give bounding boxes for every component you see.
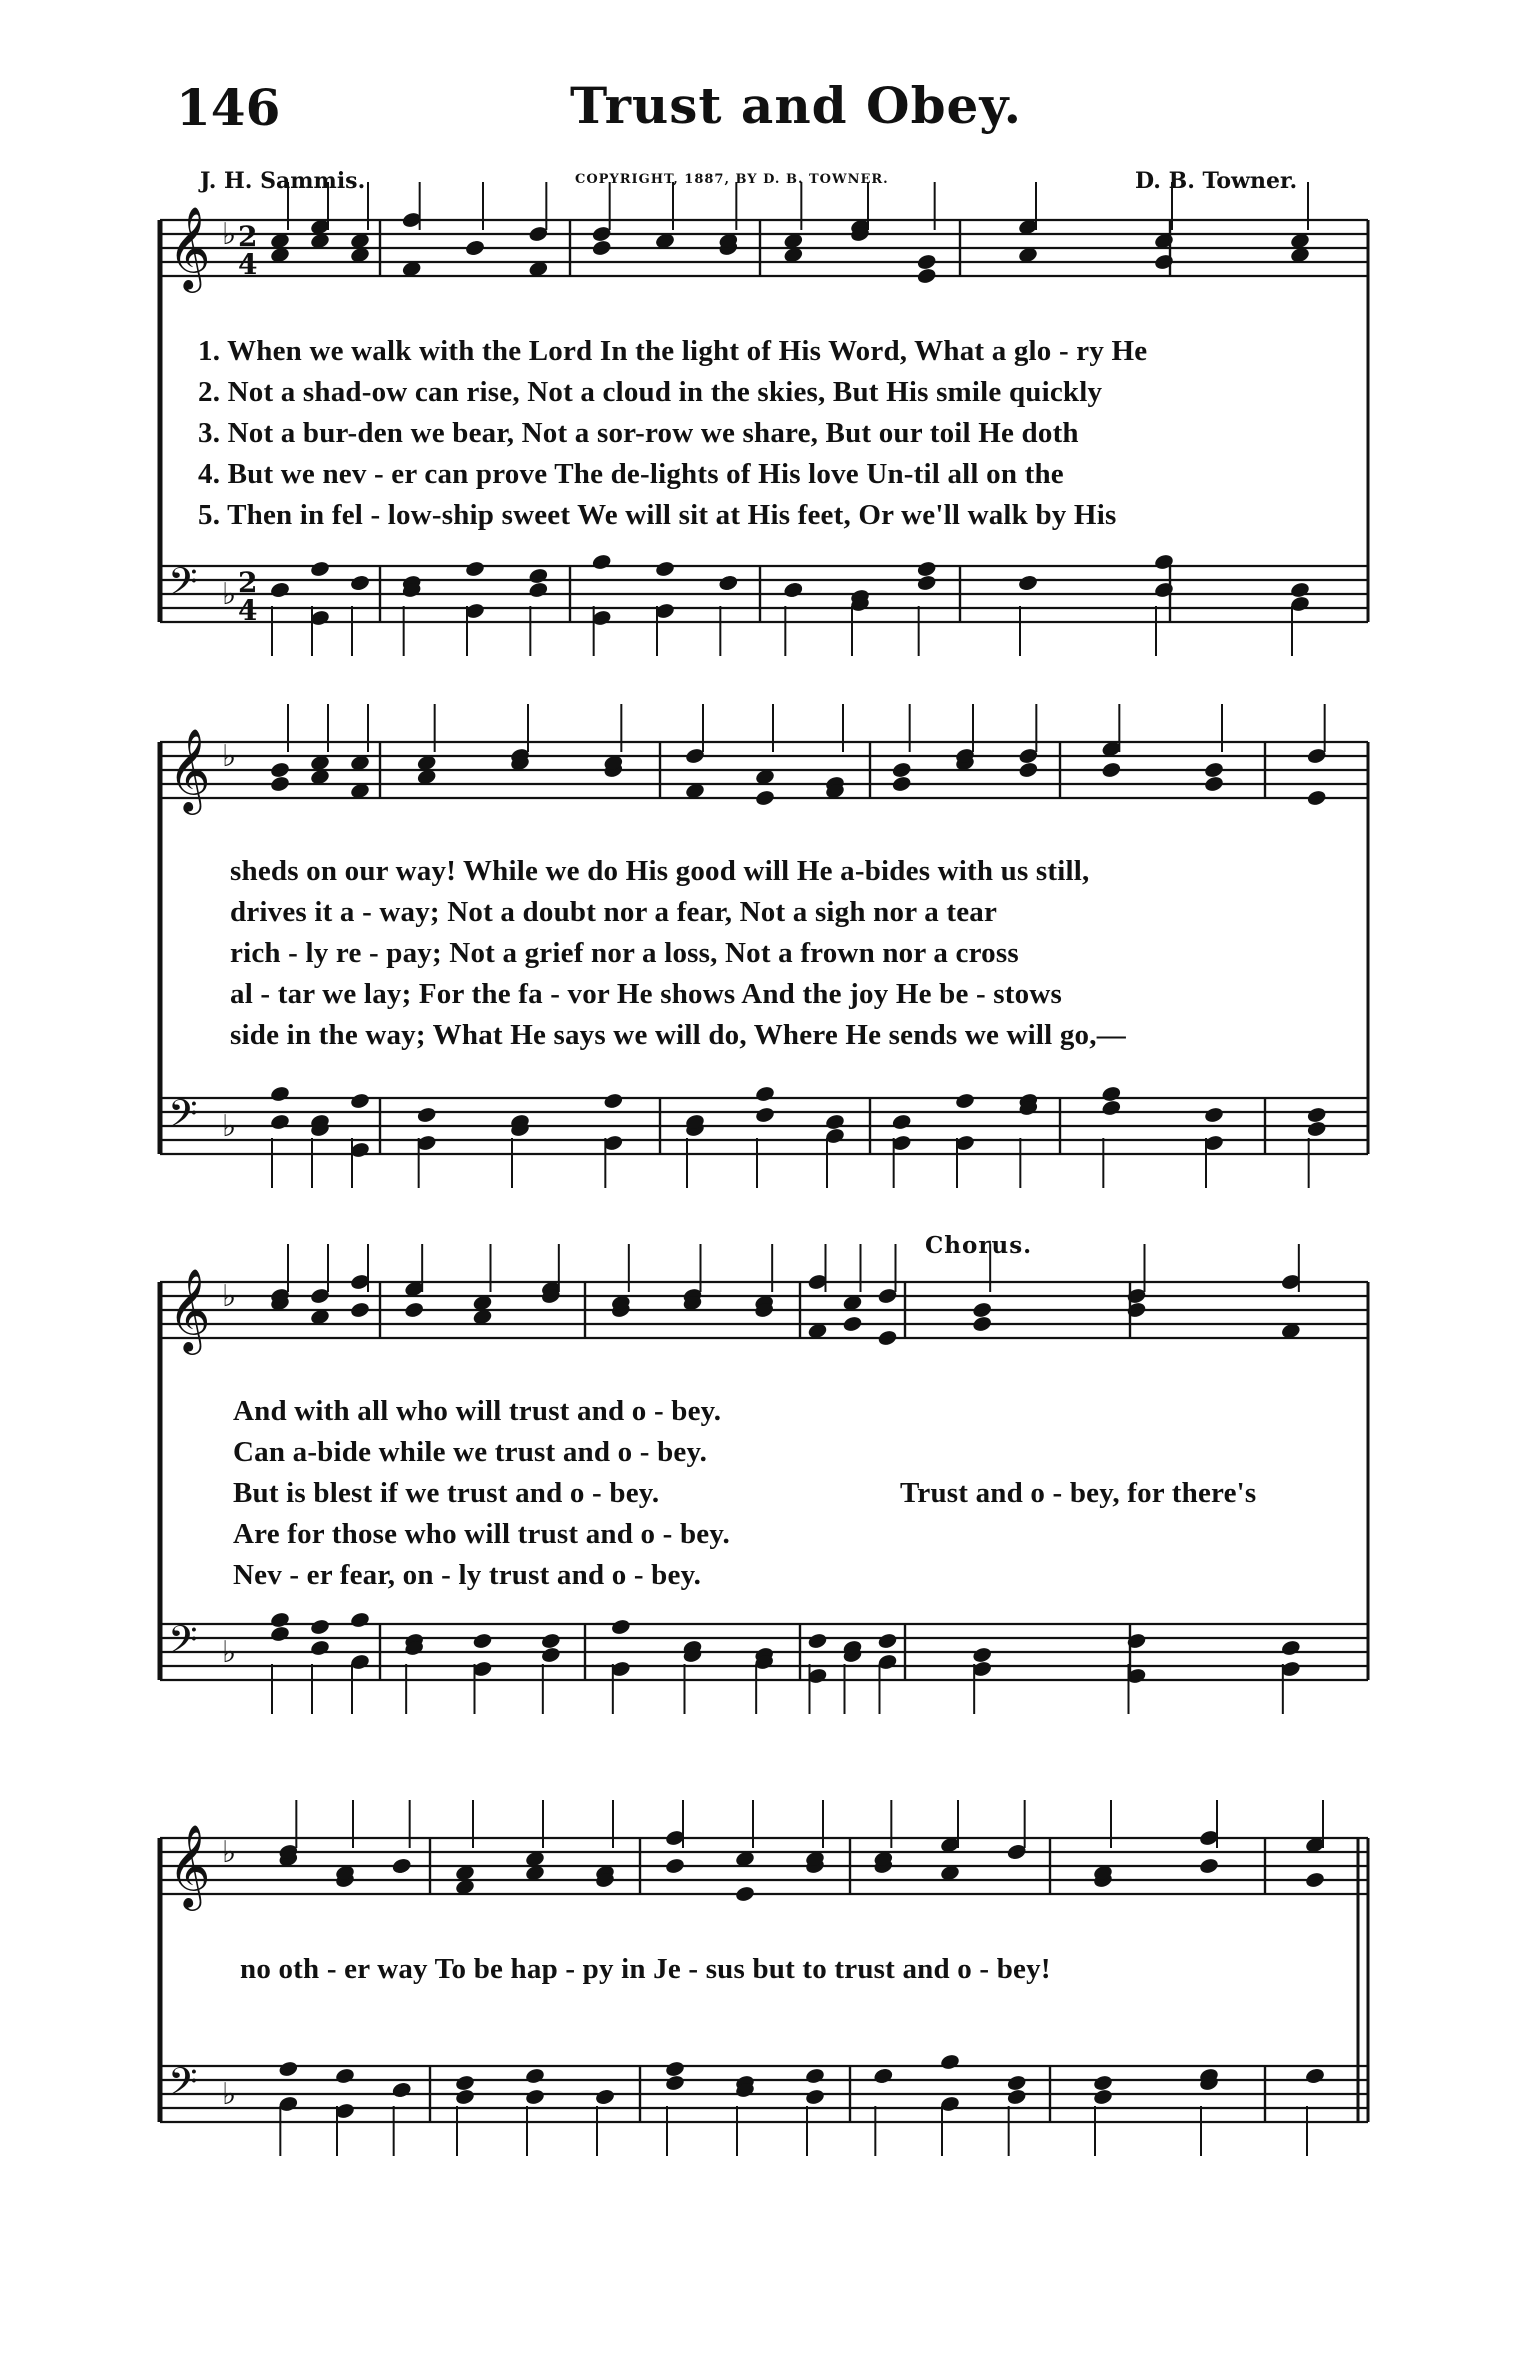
note-head [472,1632,493,1650]
note-head [916,574,937,592]
note-head [1006,2088,1027,2106]
note-head [391,2081,412,2099]
note-head [939,2053,960,2071]
note-head [734,1885,755,1903]
verse-5-line-3: Nev - er fear, on - ly trust and o - bey. [233,1559,702,1591]
note-head [1101,761,1122,779]
note-head [269,1113,290,1131]
bass-clef: 𝄢 [168,2059,198,2113]
note-head [842,1315,863,1333]
flat-sign: ♭ [222,577,237,612]
note-head [524,2088,545,2106]
note-head [269,1625,290,1643]
note-head [591,239,612,257]
note-head [807,1632,828,1650]
note-head [594,2088,615,2106]
chorus-label: Chorus. [925,1232,1033,1259]
bass-clef: 𝄢 [168,1091,198,1145]
note-head [971,1315,992,1333]
note-head [1092,2088,1113,2106]
note-head [1198,1857,1219,1875]
verse-3-line-1: 3. Not a bur-den we bear, Not a sor-row we share, But our toil He doth [198,417,1079,449]
note-head [804,2088,825,2106]
note-head [1289,581,1310,599]
note-head [1203,761,1224,779]
note-head [1203,775,1224,793]
note-head [349,574,370,592]
treble-clef: 𝄞 [168,727,211,811]
note-head [391,1857,412,1875]
note-head [1017,574,1038,592]
note-head [971,1646,992,1664]
note-head [1280,1639,1301,1657]
bass-clef: 𝄢 [168,559,198,613]
verse-4-line-1: 4. But we nev - er can prove The de-lights of His love Un-til all on the [198,458,1064,490]
copyright-notice: COPYRIGHT, 1887, BY D. B. TOWNER. [575,172,889,187]
note-head [269,1085,290,1103]
note-head [891,1113,912,1131]
note-head [540,1646,561,1664]
note-head [1006,2074,1027,2092]
note-head [349,1301,370,1319]
note-head [349,1092,370,1110]
note-head [664,2060,685,2078]
note-head [416,1106,437,1124]
treble-clef: 𝄞 [168,205,211,289]
note-head [873,2067,894,2085]
note-head [824,1113,845,1131]
note-head [654,560,675,578]
verse-1-line-3: And with all who will trust and o - bey. [233,1395,722,1427]
note-head [349,1611,370,1629]
treble-clef: 𝄞 [168,1823,211,1907]
note-head [877,1329,898,1347]
verse-3-line-3: But is blest if we trust and o - bey. [233,1477,660,1509]
note-head [1306,789,1327,807]
note-head [1092,2074,1113,2092]
note-head [454,2088,475,2106]
flat-sign: ♭ [222,217,237,252]
note-head [916,267,937,285]
flat-sign: ♭ [222,2077,237,2112]
hymn-number: 146 [176,78,281,137]
note-head [269,761,290,779]
note-head [540,1632,561,1650]
composer-credit: D. B. Towner. [1135,168,1298,194]
verse-4-line-3: Are for those who will trust and o - bey. [233,1518,730,1550]
time-signature-treble: 2 [238,220,258,253]
time-signature-bass: 2 [238,566,258,599]
note-head [528,567,549,585]
note-head [1153,553,1174,571]
note-head [954,1092,975,1110]
note-head [1304,1871,1325,1889]
note-head [309,1639,330,1657]
verse-1-line-2: sheds on our way! While we do His good will He a-bides with us still, [230,855,1090,887]
note-head [454,2074,475,2092]
note-head [610,1618,631,1636]
note-head [309,1618,330,1636]
flat-sign: ♭ [222,1109,237,1144]
chorus-line-2: no oth - er way To be hap - py in Je - sus but to trust and o - bey! [240,1953,1051,1985]
verse-5-line-2: side in the way; What He says we will do, Where He sends we will go,— [230,1019,1126,1051]
note-head [754,1106,775,1124]
time-signature-bass: 4 [238,594,258,627]
flat-sign: ♭ [222,1835,237,1870]
note-head [1306,1106,1327,1124]
note-head [664,2074,685,2092]
note-head [1203,1106,1224,1124]
verse-2-line-2: drives it a - way; Not a doubt nor a fear, Not a sigh nor a tear [230,896,998,928]
note-head [1101,1099,1122,1117]
note-head [877,1632,898,1650]
note-head [309,560,330,578]
note-head [1153,581,1174,599]
note-head [1153,253,1174,271]
chorus-line-1: Trust and o - bey, for there's [900,1477,1257,1509]
note-head [334,2067,355,2085]
note-head [718,574,739,592]
note-head [783,581,804,599]
note-head [464,239,485,257]
hymn-title: Trust and Obey. [570,76,1023,135]
note-head [916,560,937,578]
author-credit: J. H. Sammis. [200,168,366,194]
note-head [891,775,912,793]
flat-sign: ♭ [222,1635,237,1670]
note-head [269,775,290,793]
time-signature-treble: 4 [238,248,258,281]
note-head [804,2067,825,2085]
flat-sign: ♭ [222,1279,237,1314]
verse-2-line-1: 2. Not a shad-ow can rise, Not a cloud in the skies, But His smile quickly [198,376,1103,408]
note-head [754,1085,775,1103]
note-head [528,581,549,599]
treble-clef: 𝄞 [168,1267,211,1351]
note-head [971,1301,992,1319]
verse-1-line-1: 1. When we walk with the Lord In the light of His Word, What a glo - ry He [198,335,1148,367]
note-head [464,560,485,578]
verse-4-line-2: al - tar we lay; For the fa - vor He shows And the joy He be - stows [230,978,1062,1010]
note-head [603,1092,624,1110]
note-head [278,2060,299,2078]
note-head [591,553,612,571]
flat-sign: ♭ [222,739,237,774]
note-head [1018,761,1039,779]
verse-5-line-1: 5. Then in fel - low-ship sweet We will sit at His feet, Or we'll walk by His [198,499,1117,531]
note-head [1306,1120,1327,1138]
note-head [269,581,290,599]
note-head [664,1857,685,1875]
note-head [916,253,937,271]
note-head [1304,2067,1325,2085]
verse-3-line-2: rich - ly re - pay; Not a grief nor a loss, Not a frown nor a cross [230,937,1019,969]
note-head [403,1301,424,1319]
bass-clef: 𝄢 [168,1617,198,1671]
note-head [524,2067,545,2085]
note-head [269,1611,290,1629]
verse-2-line-3: Can a-bide while we trust and o - bey. [233,1436,708,1468]
note-head [891,761,912,779]
note-head [754,789,775,807]
note-head [1101,1085,1122,1103]
